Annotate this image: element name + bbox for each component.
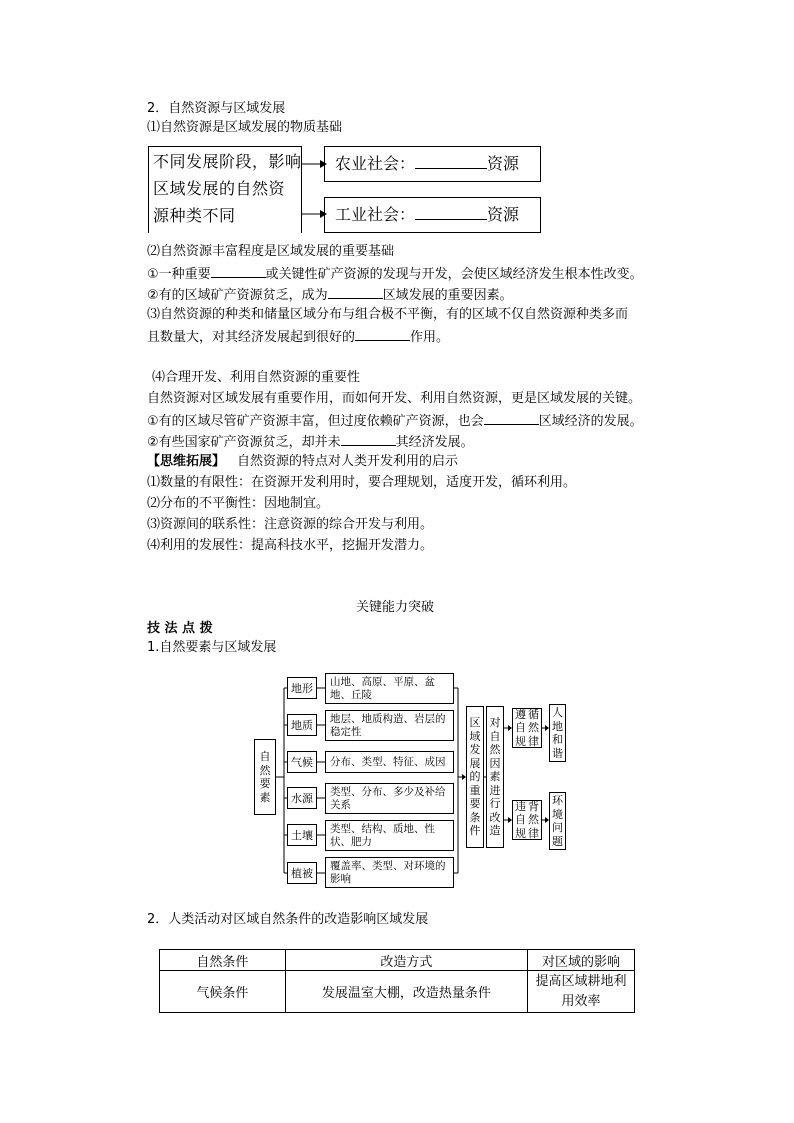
table-header: 对区域的影响 (527, 950, 634, 971)
factor-label: 地形 (287, 677, 317, 699)
answer-blank[interactable] (328, 284, 383, 299)
factor-label: 植被 (287, 862, 317, 884)
table-cell: 提高区域耕地利用效率 (527, 971, 634, 1013)
factor-description: 分布、类型、特征、成因 (325, 751, 454, 773)
factor-label: 土壤 (287, 824, 317, 846)
table-header: 自然条件 (160, 950, 286, 971)
paragraph-2-item-1: ①一种重要 或关键性矿产资源的发现与开发，会使区域经济发生根本性改变。 (147, 263, 643, 285)
agri-suffix: 资源 (487, 154, 520, 173)
factor-description: 类型、分布、多少及补给关系 (325, 783, 454, 814)
transformation-table (159, 949, 635, 1013)
table-header-row (160, 950, 635, 971)
root-box: 自 然 要 素 (254, 739, 276, 815)
top-rule (148, 146, 301, 147)
transform-box: 对 自 然 因 素 进 行 改 造 (486, 706, 504, 848)
factor-label: 气候 (287, 751, 317, 773)
harmony-box: 人 地 和 谐 (549, 704, 566, 762)
answer-blank[interactable] (355, 326, 410, 341)
table-cell: 气候条件 (160, 971, 286, 1013)
industry-suffix: 资源 (487, 205, 520, 224)
answer-blank[interactable] (415, 205, 487, 220)
paragraph-1-title: ⑴自然资源是区域发展的物质基础 (147, 120, 343, 135)
key-subtitle: 技 法 点 拨 (147, 621, 213, 636)
factor-label: 水源 (287, 787, 317, 809)
table-row (160, 971, 635, 1013)
factor-description: 山地、高原、平原、盆地、丘陵 (325, 673, 454, 704)
paragraph-4-title: ⑷合理开发、利用自然资源的重要性 (152, 370, 361, 385)
answer-blank[interactable] (211, 263, 266, 278)
table-cell: 发展温室大棚，改造热量条件 (285, 971, 527, 1013)
section-heading: 2．自然资源与区域发展 (147, 101, 286, 116)
left-rule (148, 146, 149, 233)
expansion-heading (147, 452, 458, 472)
paragraph-3-line-2: 且数量大，对其经济发展起到很好的 作用。 (147, 326, 449, 348)
expansion-item: ⑴数量的有限性：在资源开发利用时，要合理规划，适度开发，循环利用。 (147, 475, 577, 490)
expansion-item: ⑷利用的发展性：提高科技水平，挖掘开发潜力。 (147, 538, 434, 553)
answer-blank[interactable] (484, 410, 539, 425)
factor-description: 覆盖率、类型、对环境的影响 (325, 857, 454, 888)
stage-description (153, 148, 302, 229)
industry-label: 工业社会： (335, 205, 416, 224)
factor-description: 类型、结构、质地、性状、肥力 (325, 820, 454, 851)
factor-description: 地层、地质构造、岩层的稳定性 (325, 710, 454, 741)
paragraph-4-item-2: ②有些国家矿产资源贫乏，却并未 其经济发展。 (147, 431, 474, 453)
violate-box: 违 背 自 然 规 律 (512, 800, 542, 840)
answer-blank[interactable] (341, 431, 396, 446)
key-section-title: 关键能力突破 (356, 600, 435, 615)
paragraph-4-item-1: ①有的区域尽管矿产资源丰富，但过度依赖矿产资源，也会 区域经济的发展。 (147, 410, 643, 432)
key-item-1: 1.自然要素与区域发展 (147, 640, 277, 655)
stage-line: 源种类不同 (153, 206, 236, 225)
answer-blank[interactable] (415, 154, 487, 169)
expansion-item: ⑶资源间的联系性：注意资源的综合开发与利用。 (147, 517, 434, 532)
expansion-title: 自然资源的特点对人类开发利用的启示 (237, 454, 459, 469)
agriculture-box (324, 146, 541, 182)
follow-box: 遵 循 自 然 规 律 (512, 708, 542, 748)
condition-box: 区 域 发 展 的 重 要 条 件 (466, 706, 484, 848)
factor-label: 地质 (287, 714, 317, 736)
industry-box (324, 197, 541, 233)
paragraph-2-item-2: ②有的区域矿产资源贫乏，成为 区域发展的重要因素。 (147, 284, 513, 306)
table-section-title: 2．人类活动对区域自然条件的改造影响区域发展 (147, 912, 429, 927)
stage-line: 区域发展的自然资 (153, 179, 286, 198)
stage-line: 不同发展阶段，影响 (153, 152, 302, 171)
problem-box: 环 境 问 题 (549, 792, 566, 850)
paragraph-3-line-1: ⑶自然资源的种类和储量区域分布与组合极不平衡，有的区域不仅自然资源种类多而 (147, 307, 629, 322)
expansion-item: ⑵分布的不平衡性：因地制宜。 (147, 496, 330, 511)
table-header: 改造方式 (285, 950, 527, 971)
expansion-tag: 【思维拓展】 (147, 454, 226, 469)
agri-label: 农业社会： (335, 154, 416, 173)
paragraph-4-line: 自然资源对区域发展有重要作用，而如何开发、利用自然资源，更是区域发展的关键。 (147, 391, 642, 406)
paragraph-2-title: ⑵自然资源丰富程度是区域发展的重要基础 (147, 244, 395, 259)
